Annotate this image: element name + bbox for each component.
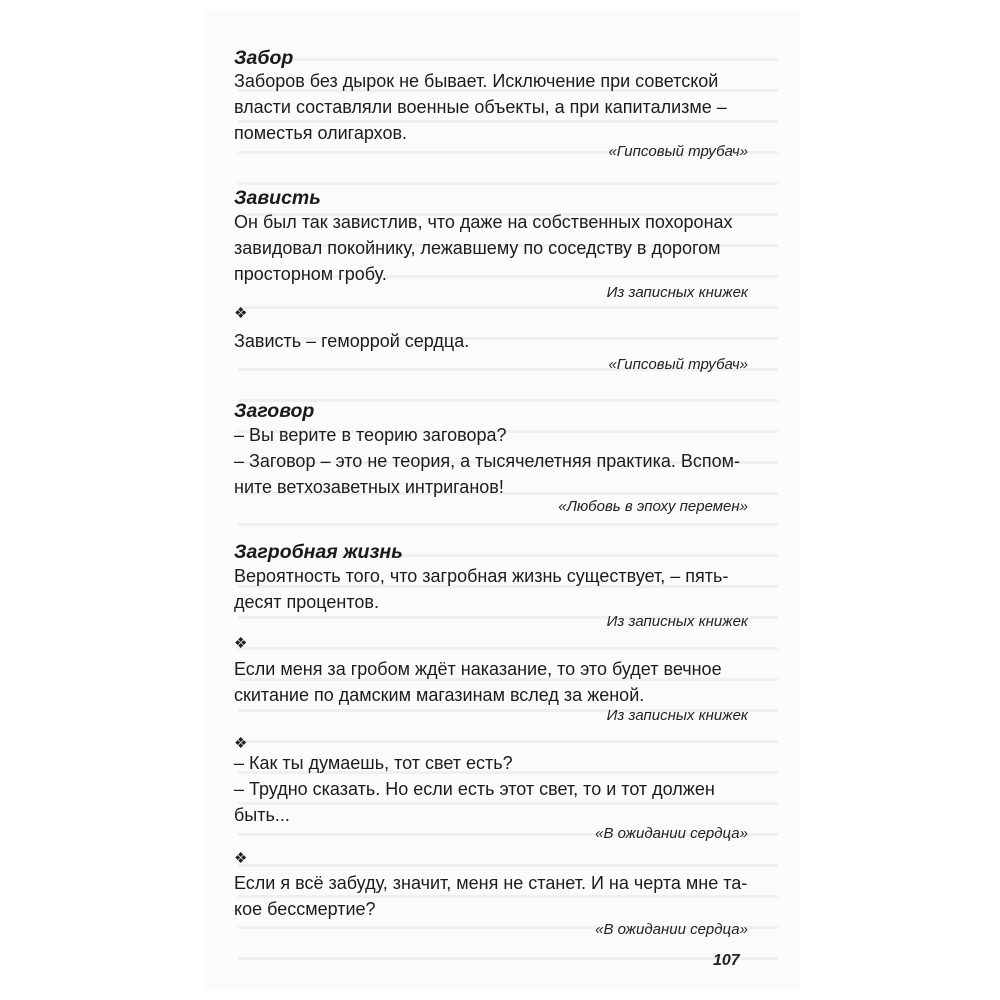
text-line: Вероятность того, что загробная жизнь существует, – пять- [234,566,729,586]
text-line: ните ветхозаветных интриганов! [234,477,504,497]
text-line: кое бессмертие? [234,899,376,919]
page-number: 107 [713,952,740,969]
separator-icon: ❖ [234,850,248,867]
text-line: скитание по дамским магазинам вслед за женой. [234,685,645,705]
entry-source: «В ожидании сердца» [595,921,748,938]
text-line: Если меня за гробом ждёт наказание, то это будет вечное [234,659,722,679]
text-line: Если я всё забуду, значит, меня не станет. И на черта мне та- [234,873,748,893]
text-line: – Вы верите в теорию заговора? [234,425,507,445]
separator-icon: ❖ [234,635,248,652]
text-line: Он был так завистлив, что даже на собственных похоронах [234,212,733,232]
entry-text-zavist-2 [234,328,754,354]
text-line: поместья олигархов. [234,123,408,143]
entry-source: Из записных книжек [606,613,748,630]
entry-source: «Гипсовый трубач» [608,356,748,373]
text-line: Зависть – геморрой сердца. [234,331,470,351]
separator-icon: ❖ [234,735,248,752]
entry-text-zagrobnaya-zhizn-3 [234,750,754,828]
entry-text-zavist [234,209,754,287]
text-line: быть... [234,805,290,825]
text-line: завидовал покойнику, лежавшему по соседству в дорогом [234,238,721,258]
text-line: – Заговор – это не теория, а тысячелетняя практика. Вспом- [234,451,741,471]
entry-title-zagovor: Заговор [234,400,315,422]
separator-icon: ❖ [234,305,248,322]
entry-source: «Любовь в эпоху перемен» [558,498,748,515]
text-line: власти составляли военные объекты, а при капитализме – [234,97,727,117]
text-line: – Как ты думаешь, тот свет есть? [234,753,513,773]
text-line: Заборов без дырок не бывает. Исключение при советской [234,71,719,91]
entry-text-zagovor [234,422,754,500]
entry-title-zavist: Зависть [234,187,321,209]
entry-text-zabor [234,68,754,146]
entry-title-zabor: Забор [234,47,294,69]
entry-title-zagrobnaya-zhizn: Загробная жизнь [234,541,403,563]
entry-text-zagrobnaya-zhizn-4 [234,870,754,922]
text-line: – Трудно сказать. Но если есть этот свет, то и тот должен [234,779,715,799]
entry-source: Из записных книжек [606,707,748,724]
entry-text-zagrobnaya-zhizn [234,563,754,615]
entry-source: «В ожидании сердца» [595,825,748,842]
entry-source: «Гипсовый трубач» [608,143,748,160]
text-line: просторном гробу. [234,264,387,284]
text-line: десят процентов. [234,592,379,612]
entry-text-zagrobnaya-zhizn-2 [234,656,754,708]
entry-source: Из записных книжек [606,284,748,301]
